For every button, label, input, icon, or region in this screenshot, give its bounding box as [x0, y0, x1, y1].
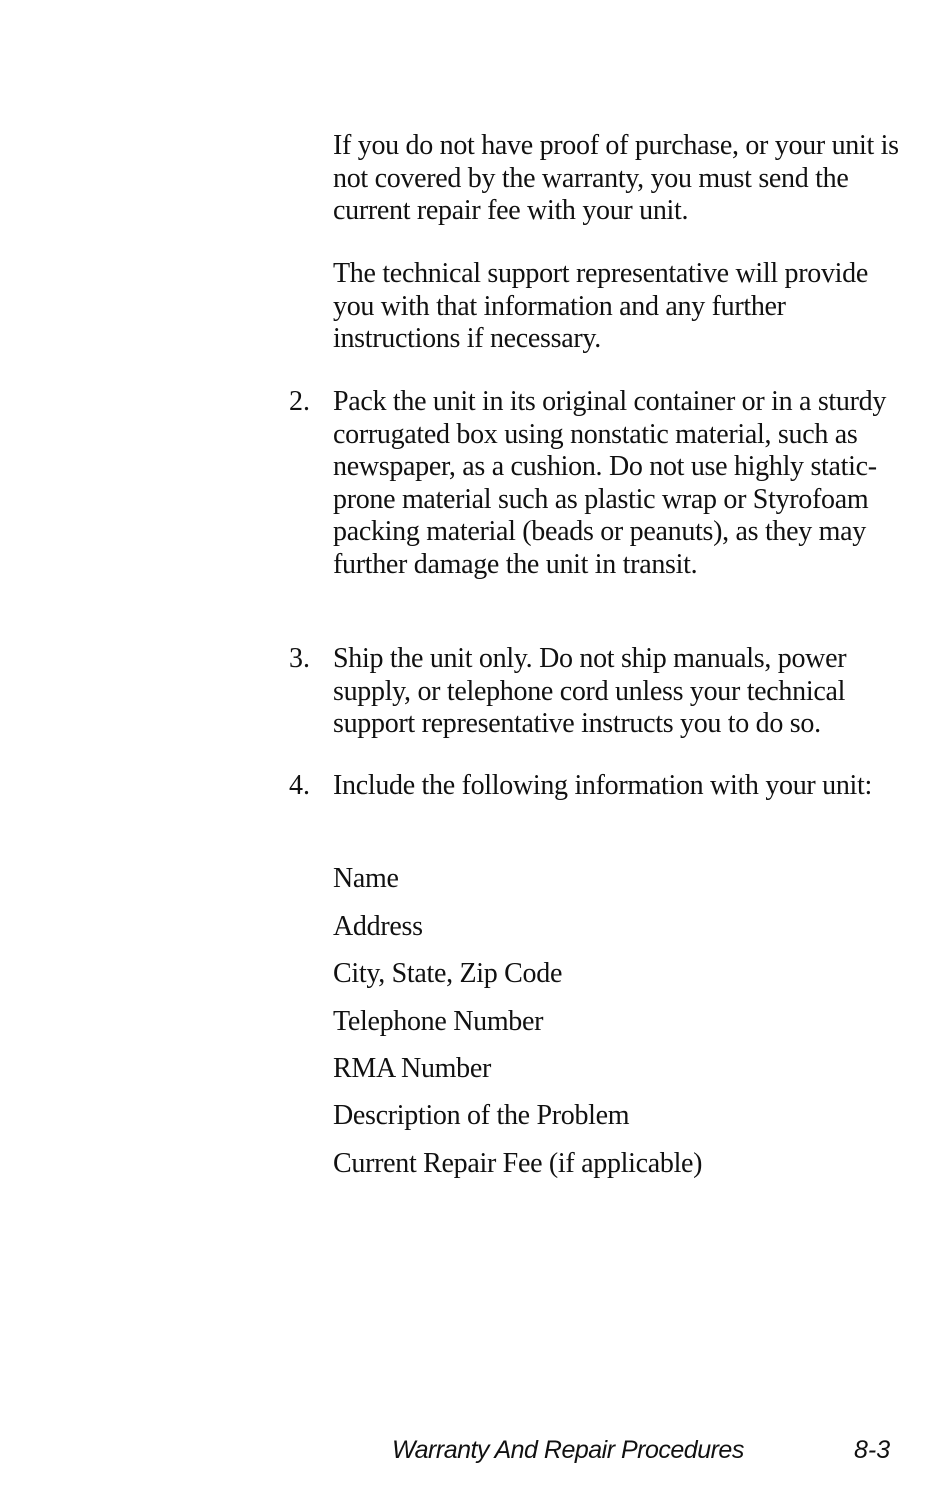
- step-4-text: Include the following information with your unit:: [333, 770, 872, 801]
- info-item-address: Address: [333, 911, 423, 942]
- info-item-rma-number: RMA Number: [333, 1053, 492, 1084]
- info-item-problem-description: Description of the Problem: [333, 1100, 630, 1131]
- info-item-telephone: Telephone Number: [333, 1006, 544, 1037]
- step-2-number: 2.: [289, 386, 310, 417]
- info-item-city-state-zip: City, State, Zip Code: [333, 958, 563, 989]
- footer-page-number: 8-3: [854, 1436, 891, 1464]
- info-item-repair-fee: Current Repair Fee (if applicable): [333, 1148, 703, 1179]
- step-3-number: 3.: [289, 643, 310, 674]
- step-3-text: Ship the unit only. Do not ship manuals, power supply, or telephone cord unless your technical support representative instructs you to do so.: [333, 643, 847, 739]
- tech-support-paragraph: The technical support representative will provide you with that information and any further instructions if necessary.: [333, 258, 868, 354]
- step-4-number: 4.: [289, 770, 310, 801]
- proof-of-purchase-paragraph: If you do not have proof of purchase, or your unit is not covered by the warranty, you must send the current repair fee with your unit.: [333, 130, 899, 226]
- info-item-name: Name: [333, 863, 399, 894]
- footer-section-title: Warranty And Repair Procedures: [392, 1436, 744, 1464]
- step-2-text: Pack the unit in its original container or in a sturdy corrugated box using nonstatic material, such as newspaper, as a cushion. Do not use highly static-prone material such as plastic wrap or Styrofoam packing material (beads or peanuts), as they may further damage the unit in transit.: [333, 386, 887, 580]
